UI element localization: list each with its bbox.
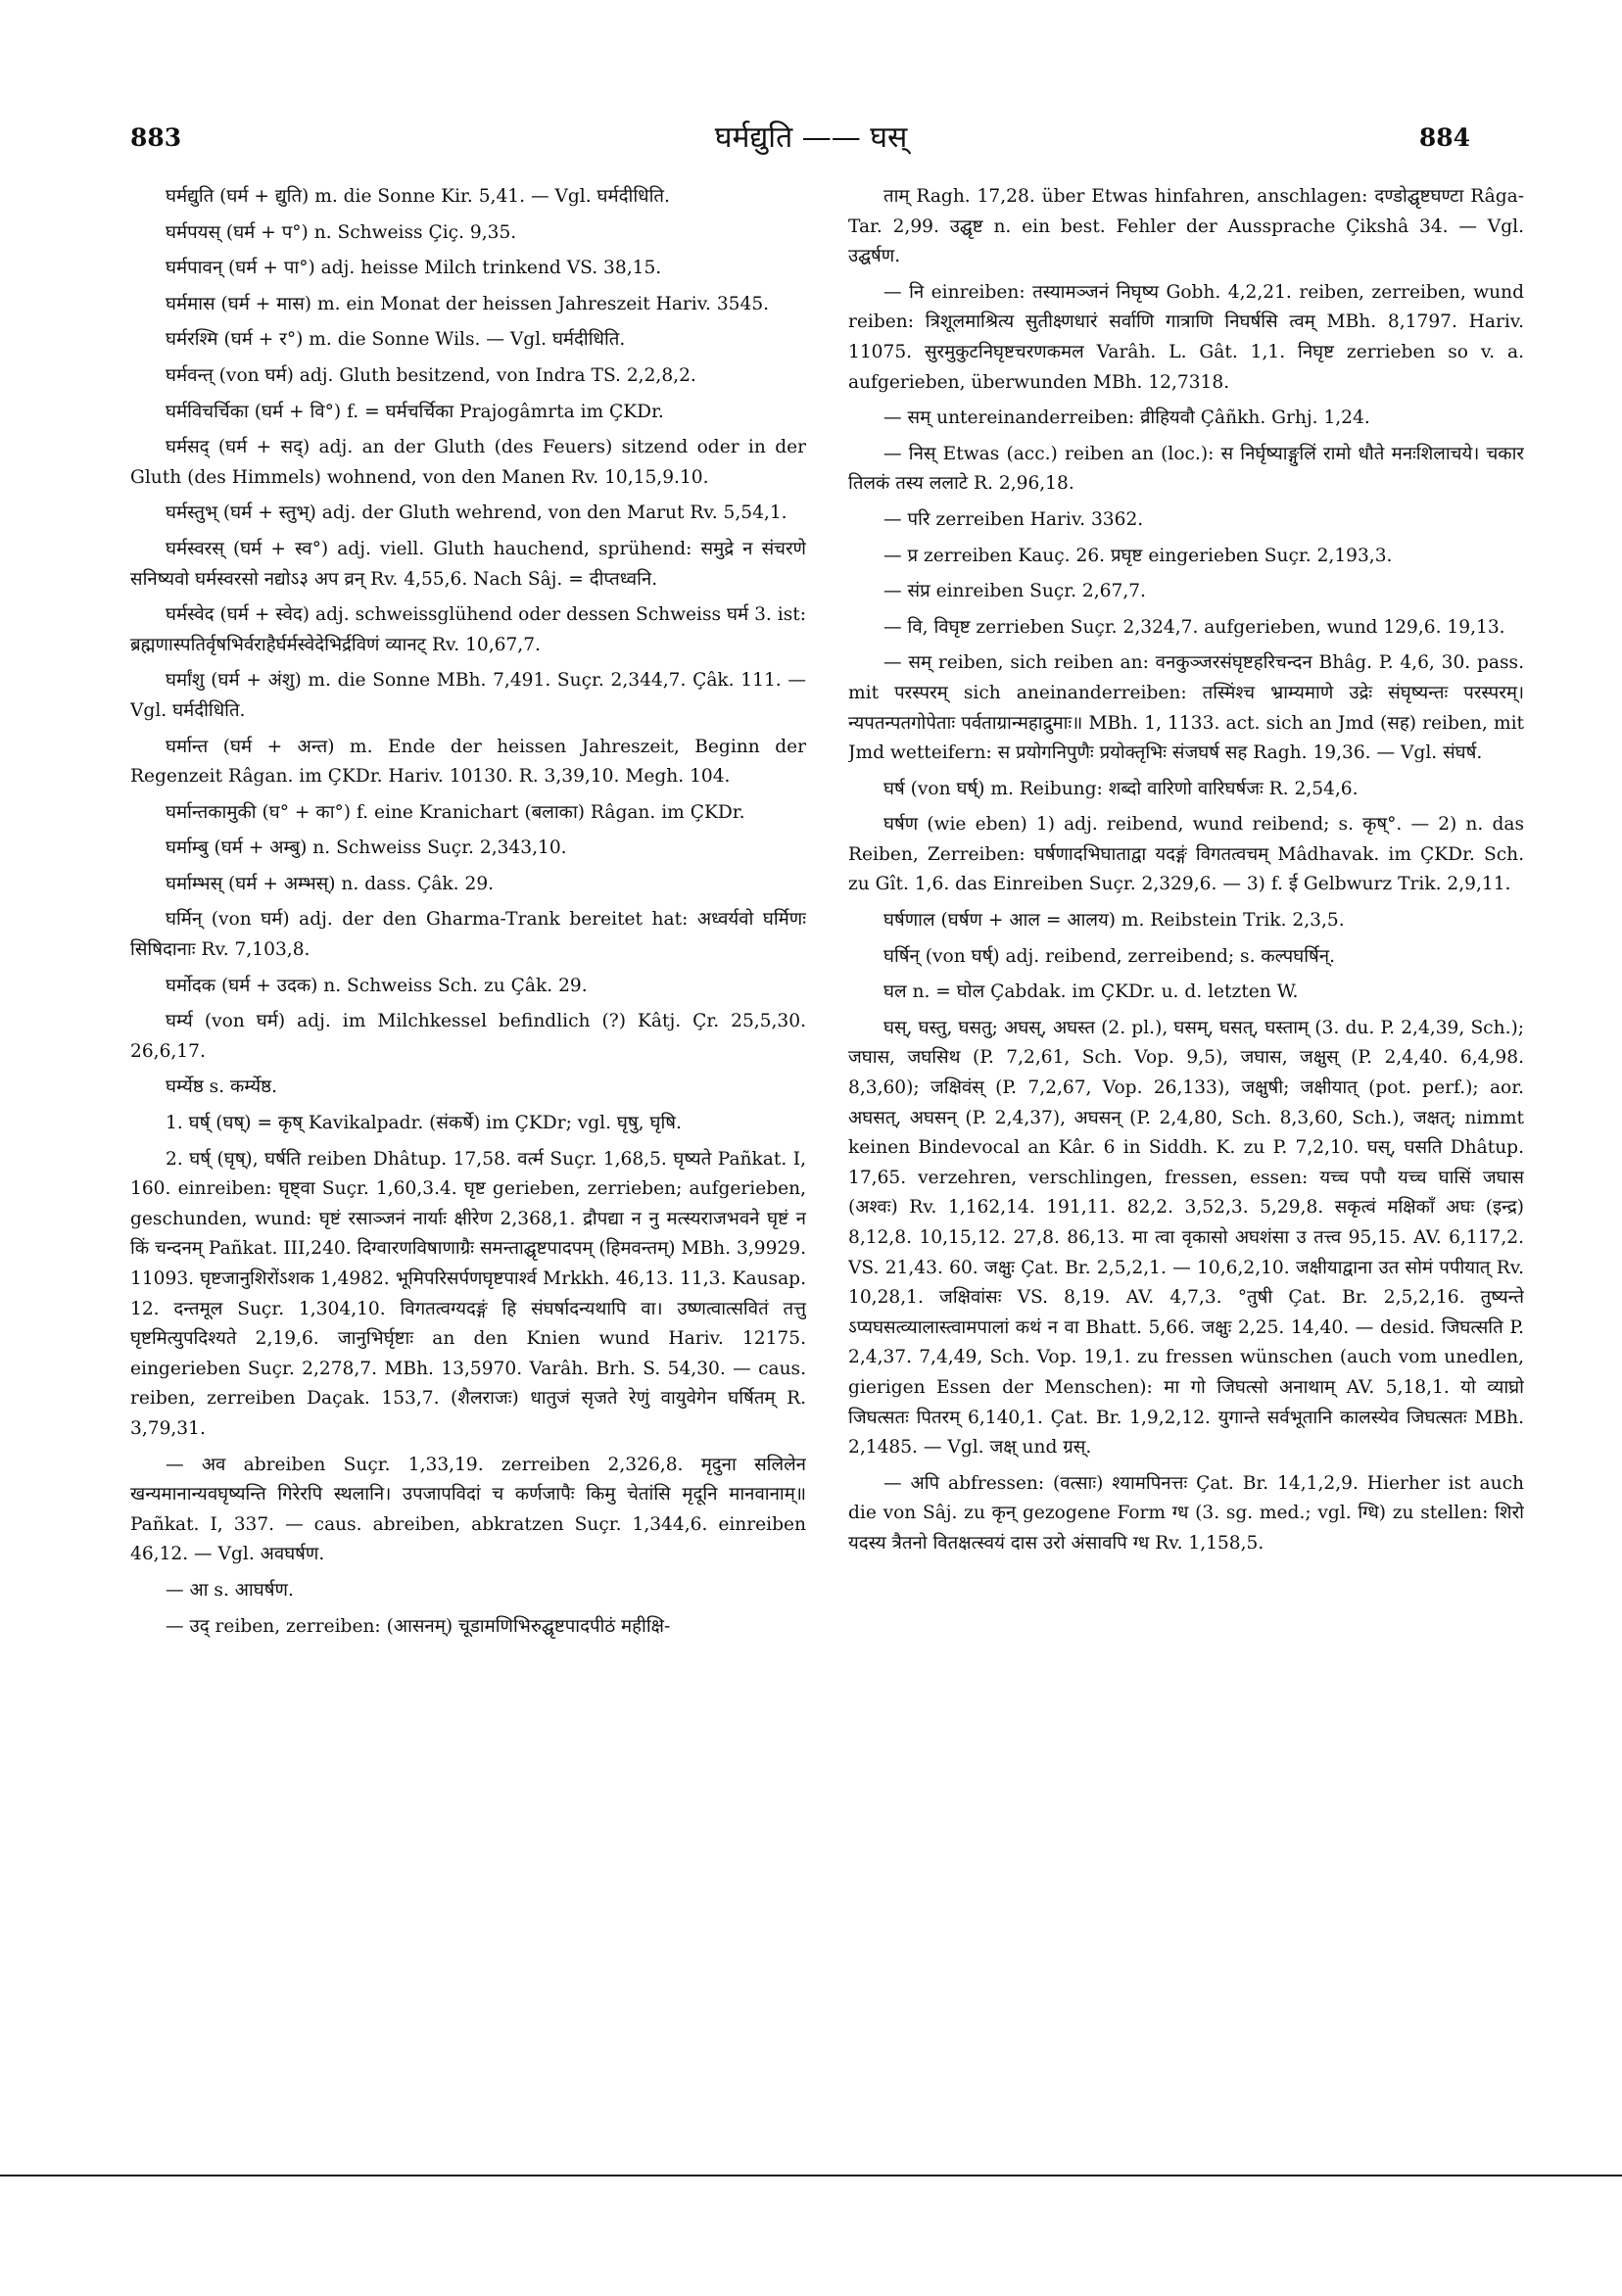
dictionary-entry: घर्मद्युति (घर्म + द्युति) m. die Sonne Kir. 5,41. — Vgl. घर्मदीधिति.: [166, 186, 670, 207]
dictionary-entry: घर्मसद् (घर्म + सद्) adj. an der Gluth (des Feuers) sitzend oder in der Gluth (des Himmels) wohnend, von den Manen Rv. 10,15,9.10.: [130, 437, 806, 488]
dictionary-entry: घर्मोदक (घर्म + उदक) n. Schweiss Sch. zu Çâk. 29.: [166, 975, 588, 996]
dictionary-entry: — आ s. आघर्षण.: [166, 1579, 294, 1601]
dictionary-entry: घर्मस्वरस् (घर्म + स्व°) adj. viell. Gluth hauchend, sprühend: समुद्रे न संचरणे सनिष्यवो घर्मस्वरसो नद्योऽ३ अप व्रन् Rv. 4,55,6. Nach Sâj. = दीप्तध्वनि.: [130, 538, 806, 590]
dictionary-entry: — उद् reiben, zerreiben: (आसनम्) चूडामणिभिरुद्घृष्टपादपीठं महीक्षि-: [166, 1615, 671, 1637]
dictionary-entry: घर्षणाल (घर्षण + आल = आलय) m. Reibstein Trik. 2,3,5.: [883, 910, 1345, 932]
dictionary-entry: घस्, घस्तु, घसतु; अघस्, अघस्त (2. pl.), घसम्, घसत्, घस्ताम् (3. du. P. 2,4,39, Sch.); जघास, जघसिथ (P. 7,2,61, Sch. Vop. 9,5), जघास, जक्षुस् (P. 2,4,40. 6,4,98. 8,3,60); जक्षिवंस् (P. 7,2,67, Vop. 26,133), जक्षुषी; जक्षीयात् (pot. perf.); aor. अघसत्, अघसन् (P. 2,4,37), अघसन् (P. 2,4,80, Sch. 8,3,60, Sch.), जक्षत्; nimmt keinen Bindevocal an Kâr. 6 in Siddh. K. zu P. 7,2,10. घस्, घसति Dhâtup. 17,65. verzehren, verschlingen, fressen, essen: यच्च पपौ यच्च घासिं जघास (अश्वः) Rv. 1,162,14. 191,11. 82,2. 3,52,3. 5,29,8. सकृत्वं मक्षिकाँ अघः (इन्द्र) 8,12,8. 10,15,12. 27,8. 86,13. मा त्वा वृकासो अघशंसा उ तत्त्व 95,15. AV. 6,117,2. VS. 21,43. 60. जक्षुः Çat. Br. 2,5,2,1. — 10,6,2,10. जक्षीयाद्वाना उत सोमं पपीयात् Rv. 10,28,1. जक्षिवांसः VS. 8,19. AV. 4,7,3. °तुषी Çat. Br. 2,5,2,16. तुष्यन्ते ऽप्यघसत्व्यालास्त्वामपालां कथं न वा Bhatt. 5,66. जक्षुः 2,25. 14,40. — desid. जिघत्सति P. 2,4,37. 7,4,49, Sch. Vop. 19,1. zu fressen wünschen (auch vom unedlen, gierigen Essen der Menschen): मा गो जिघत्सो अनाथाम् AV. 5,18,1. यो व्याघ्रो जिघत्सतः पितरम् 6,140,1. Çat. Br. 1,9,2,12. युगान्ते सर्वभूतानि कालस्येव जिघत्सतः MBh. 2,1485. — Vgl. जक्ष् und ग्रस्.: [848, 1017, 1524, 1459]
dictionary-entry: — नि einreiben: तस्यामञ्जनं निघृष्य Gobh. 4,2,21. reiben, zerreiben, wund reiben: त्रिशूलमाश्रित्य सुतीक्ष्णधारं सर्वाणि गात्राणि निघर्षसि त्वम् MBh. 8,1797. Hariv. 11075. सुरमुकुटनिघृष्टचरणकमल Varâh. L. Gât. 1,1. निघृष्ट zerrieben so v. a. aufgerieben, überwunden MBh. 12,7318.: [848, 281, 1524, 393]
running-head: घर्मद्युति —— घस्: [714, 120, 908, 155]
page-number-right: 884: [1418, 123, 1470, 152]
dictionary-entry: — सम् reiben, sich reiben an: वनकुञ्जरसंघृष्टहरिचन्दन Bhâg. P. 4,6, 30. pass. mit परस्परम् sich aneinanderreiben: तस्मिंश्च भ्राम्यमाणे उद्रेः संघृष्यन्तः परस्परम्। न्यपतन्पतगोपेताः पर्वताग्रान्महाद्रुमाः॥ MBh. 1, 1133. act. sich an Jmd (सह) reiben, mit Jmd wetteifern: स प्रयोगनिपुणैः प्रयोक्तृभिः संजघर्ष सह Ragh. 19,36. — Vgl. संघर्ष.: [848, 652, 1524, 764]
dictionary-entry: घर्मविचर्चिका (घर्म + वि°) f. = घर्मचर्चिका Prajogâmrta im ÇKDr.: [166, 401, 664, 422]
dictionary-entry: घर्षण (wie eben) 1) adj. reibend, wund reibend; s. कृष्°. — 2) n. das Reiben, Zerreiben: घर्षणादभिघाताद्वा यदङ्गं विगतत्वचम् Mâdhavak. im ÇKDr. Sch. zu Gît. 1,6. das Einreiben Suçr. 2,329,6. — 3) f. ई Gelbwurz Trik. 2,9,11.: [848, 814, 1524, 895]
dictionary-entry: घर्माम्बु (घर्म + अम्बु) n. Schweiss Suçr. 2,343,10.: [166, 837, 567, 859]
dictionary-entry: — संप्र einreiben Suçr. 2,67,7.: [883, 581, 1146, 602]
dictionary-entry: घर्मपावन् (घर्म + पा°) adj. heisse Milch trinkend VS. 38,15.: [166, 258, 662, 279]
bottom-rule: [0, 2175, 1622, 2176]
dictionary-entry: — सम् untereinanderreiben: व्रीहियवौ Çâñkh. Grhj. 1,24.: [883, 407, 1370, 429]
dictionary-entry: — निस् Etwas (acc.) reiben an (loc.): स निर्घृष्याङ्गुलिं रामो धौते मनःशिलाचये। चकार तिलकं तस्य ललाटे R. 2,96,18.: [848, 443, 1524, 495]
dictionary-entry: घर्ष (von घर्ष्) m. Reibung: शब्दो वारिणो वारिघर्षजः R. 2,54,6.: [883, 778, 1359, 799]
dictionary-entry: घर्मस्तुभ् (घर्म + स्तुभ्) adj. der Gluth wehrend, von den Marut Rv. 5,54,1.: [166, 502, 787, 524]
page-number-left: 883: [130, 123, 182, 152]
dictionary-entry: — प्र zerreiben Kauç. 26. प्रघृष्ट eingerieben Suçr. 2,193,3.: [883, 545, 1393, 566]
right-column: [848, 182, 1524, 2122]
dictionary-entry: घर्म्येष्ठ s. कर्म्येष्ठ.: [166, 1076, 278, 1098]
dictionary-entry: घर्मिन् (von घर्म) adj. der den Gharma-Trank bereitet hat: अध्वर्यवो घर्मिणः सिषिदानाः Rv. 7,103,8.: [130, 909, 806, 961]
dictionary-entry: घर्माम्भस् (घर्म + अम्भस्) n. dass. Çâk. 29.: [166, 873, 495, 894]
dictionary-entry: घर्मान्त (घर्म + अन्त) m. Ende der heissen Jahreszeit, Beginn der Regenzeit Râgan. im ÇKDr. Hariv. 10130. R. 3,39,10. Megh. 104.: [130, 736, 806, 788]
dictionary-entry: घर्मांशु (घर्म + अंशु) m. die Sonne MBh. 7,491. Suçr. 2,344,7. Çâk. 111. — Vgl. घर्मदीधिति.: [130, 670, 806, 721]
dictionary-entry: घल n. = घोल Çabdak. im ÇKDr. u. d. letzten W.: [883, 981, 1299, 1003]
dictionary-entry: घर्मरश्मि (घर्म + र°) m. die Sonne Wils. — Vgl. घर्मदीधिति.: [166, 329, 626, 351]
dictionary-entry: घर्षिन् (von घर्ष्) adj. reibend, zerreibend; s. कल्पघर्षिन्.: [883, 945, 1335, 967]
dictionary-entry: घर्म्य (von घर्म) adj. im Milchkessel befindlich (?) Kâtj. Çr. 25,5,30. 26,6,17.: [130, 1011, 806, 1062]
dictionary-entry: घर्मस्वेद (घर्म + स्वेद) adj. schweissglühend oder dessen Schweiss घर्म 3. ist: ब्रह्मणास्पतिर्वृषभिर्वराहैर्घर्मस्वेदेभिर्द्रविणं व्यानट् Rv. 10,67,7.: [130, 604, 806, 655]
dictionary-entry: घर्मपयस् (घर्म + प°) n. Schweiss Çiç. 9,35.: [166, 221, 517, 243]
dictionary-entry: — वि, विघृष्ट zerrieben Suçr. 2,324,7. aufgerieben, wund 129,6. 19,13.: [883, 616, 1505, 638]
dictionary-entry: — अपि abfressen: (वत्साः) श्यामपिनत्तः Çat. Br. 14,1,2,9. Hierher ist auch die von Sâj. zu कृन् gezogene Form ग्ध (3. sg. med.; vgl. ग्धि) zu stellen: शिरो यदस्य त्रैतनो वितक्षत्स्वयं दास उरो अंसावपि ग्ध Rv. 1,158,5.: [848, 1472, 1524, 1554]
dictionary-entry: 1. घर्ष् (घष्) = कृष् Kavikalpadr. (संकर्षे) im ÇKDr; vgl. घृषु, घृषि.: [166, 1113, 682, 1134]
dictionary-entry: 2. घर्ष् (घृष्), घर्षति reiben Dhâtup. 17,58. वर्त्म Suçr. 1,68,5. घृष्यते Pañkat. I, 160. einreiben: घृष्ट्वा Suçr. 1,60,3.4. घृष्ट gerieben, zerrieben; aufgerieben, geschunden, wund: घृष्टं रसाञ्जनं नार्याः क्षीरेण 2,368,1. द्रौपद्या न नु मत्स्यराजभवने घृष्टं न किं चन्दनम् Pañkat. III,240. दिग्वारणविषाणाग्रैः समन्ताद्घृष्टपादपम् (हिमवन्तम्) MBh. 3,9929. 11093. घृष्टजानुशिरोंऽशक 1,4982. भूमिपरिसर्पणघृष्टपार्श्व Mrkkh. 46,13. 11,3. Kausap. 12. दन्तमूल Suçr. 1,304,10. विगतत्वग्यदङ्गं हि संघर्षादन्यथापि वा। उष्णत्वात्सवितं तत्तु घृष्टमित्युपदिश्यते 2,19,6. जानुभिर्घृष्टाः an den Knien wund Hariv. 12175. eingerieben Suçr. 2,278,7. MBh. 13,5970. Varâh. Brh. S. 54,30. — caus. reiben, zerreiben Daçak. 153,7. (शैलराजः) धातुजं सृजते रेणुं वायुवेगेन घर्षितम् R. 3,79,31.: [130, 1148, 806, 1439]
dictionary-entry: घर्मवन्त् (von घर्म) adj. Gluth besitzend, von Indra TS. 2,2,8,2.: [166, 364, 696, 386]
dictionary-entry: घर्ममास (घर्म + मास) m. ein Monat der heissen Jahreszeit Hariv. 3545.: [166, 293, 770, 314]
dictionary-entry: — अव abreiben Suçr. 1,33,19. zerreiben 2,326,8. मृदुना सलिलेन खन्यमानान्यवघृष्यन्ति गिरेरपि स्थलानि। उपजापविदां च कर्णजापैः किमु चेतांसि मृदूनि मानवानाम्॥ Pañkat. I, 337. — caus. abreiben, abkratzen Suçr. 1,344,6. einreiben 46,12. — Vgl. अवघर्षण.: [130, 1454, 806, 1565]
left-column: [130, 182, 806, 2122]
dictionary-entry: ताम् Ragh. 17,28. über Etwas hinfahren, anschlagen: दण्डोद्घृष्टघण्टा Râga-Tar. 2,99. उद्घृष्ट n. ein best. Fehler der Aussprache Çikshâ 34. — Vgl. उद्घर्षण.: [848, 186, 1524, 267]
dictionary-entry: — परि zerreiben Hariv. 3362.: [883, 508, 1144, 530]
dictionary-entry: घर्मान्तकामुकी (घ° + का°) f. eine Kranichart (बलाका) Râgan. im ÇKDr.: [166, 801, 745, 823]
